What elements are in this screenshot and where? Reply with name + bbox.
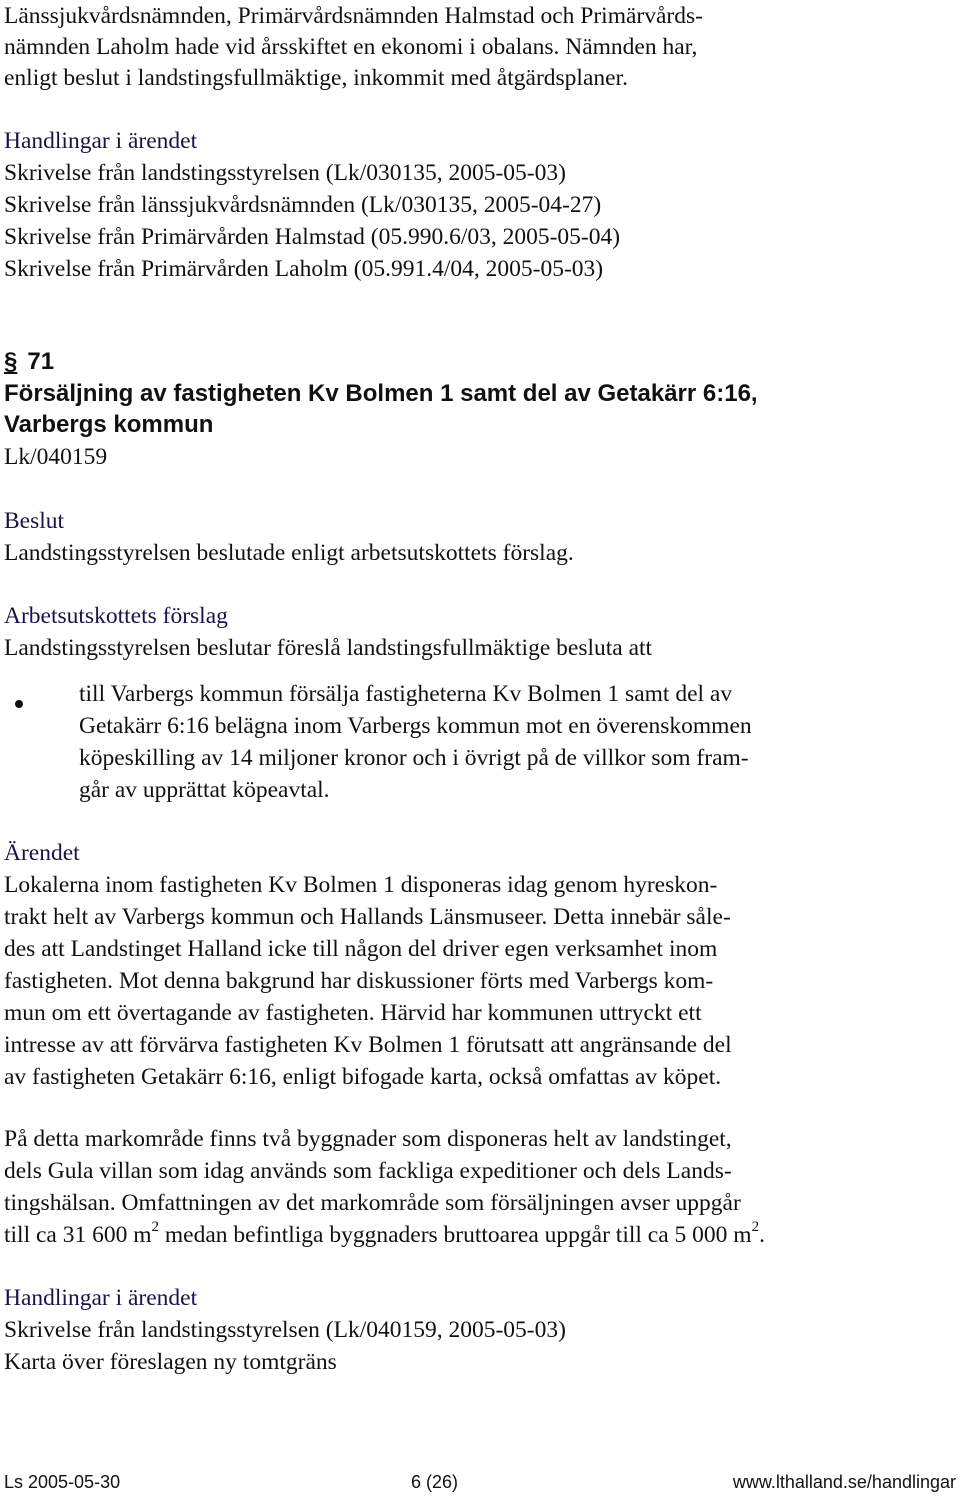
matter-line: Lokalerna inom fastigheten Kv Bolmen 1 disponeras idag genom hyreskon- [4, 872, 718, 898]
section-title: Varbergs kommun [4, 411, 214, 438]
bullet-icon [15, 700, 23, 708]
matter-line: På detta markområde finns två byggnader som disponeras helt av landstinget, [4, 1126, 732, 1152]
matter-line: des att Landstinget Halland icke till någon del driver egen verksamhet inom [4, 936, 718, 962]
proposal-text: Landstingsstyrelsen beslutar föreslå landstingsfullmäktige besluta att [4, 635, 653, 661]
intro-line: enligt beslut i landstingsfullmäktige, inkommit med åtgärdsplaner. [4, 65, 628, 91]
area-text: till ca 31 600 m [4, 1222, 152, 1248]
document-item: Karta över föreslagen ny tomtgräns [4, 1349, 337, 1375]
section-title: Försäljning av fastigheten Kv Bolmen 1 samt del av Getakärr 6:16, [4, 380, 758, 407]
matter-line: trakt helt av Varbergs kommun och Hallands Länsmuseer. Detta innebär såle- [4, 904, 731, 930]
decision-text: Landstingsstyrelsen beslutade enligt arbetsutskottets förslag. [4, 540, 574, 566]
matter-line: mun om ett övertagande av fastigheten. Härvid har kommunen uttryckt ett [4, 1000, 702, 1026]
area-text: medan befintliga byggnaders bruttoarea uppgår till ca 5 000 m [159, 1222, 752, 1248]
superscript: 2 [151, 1219, 160, 1236]
document-item: Skrivelse från landstingsstyrelsen (Lk/040159, 2005-05-03) [4, 1317, 566, 1343]
matter-line: tingshälsan. Omfattningen av det markområde som försäljningen avser uppgår [4, 1190, 741, 1216]
document-item: Skrivelse från länssjukvårdsnämnden (Lk/030135, 2005-04-27) [4, 192, 602, 218]
paragraph-symbol: § [4, 348, 18, 375]
area-text: . [759, 1222, 765, 1248]
decision-heading: Beslut [4, 508, 65, 534]
intro-line: nämnden Laholm hade vid årsskiftet en ekonomi i obalans. Nämnden har, [4, 34, 698, 60]
matter-line-area [4, 1219, 765, 1251]
footer-link[interactable]: www.lthalland.se/handlingar [732, 1472, 956, 1492]
matter-line: dels Gula villan som idag används som fackliga expeditioner och dels Lands- [4, 1158, 732, 1184]
intro-line: Länssjukvårdsnämnden, Primärvårdsnämnden Halmstad och Primärvårds- [4, 3, 703, 29]
proposal-heading: Arbetsutskottets förslag [4, 603, 228, 629]
documents-heading: Handlingar i ärendet [4, 1285, 198, 1311]
footer-date: Ls 2005-05-30 [4, 1472, 121, 1492]
superscript: 2 [751, 1219, 760, 1236]
bullet-line: köpeskilling av 14 miljoner kronor och i övrigt på de villkor som fram- [79, 745, 749, 771]
document-item: Skrivelse från Primärvården Laholm (05.991.4/04, 2005-05-03) [4, 256, 604, 282]
matter-heading: Ärendet [4, 840, 80, 866]
bullet-line: till Varbergs kommun försälja fastigheterna Kv Bolmen 1 samt del av [79, 681, 733, 707]
matter-line: av fastigheten Getakärr 6:16, enligt bifogade karta, också omfattas av köpet. [4, 1064, 722, 1090]
section-number [4, 346, 54, 378]
case-reference: Lk/040159 [4, 444, 108, 470]
matter-line: fastigheten. Mot denna bakgrund har diskussioner förts med Varbergs kom- [4, 968, 714, 994]
footer-page-number: 6 (26) [411, 1472, 459, 1492]
documents-heading: Handlingar i ärendet [4, 128, 198, 154]
document-item: Skrivelse från Primärvården Halmstad (05.990.6/03, 2005-05-04) [4, 224, 621, 250]
matter-line: intresse av att förvärva fastigheten Kv Bolmen 1 förutsatt att angränsande del [4, 1032, 732, 1058]
bullet-line: Getakärr 6:16 belägna inom Varbergs kommun mot en överenskommen [79, 713, 752, 739]
section-number-value: 71 [27, 348, 55, 375]
bullet-line: går av upprättat köpeavtal. [79, 777, 330, 803]
document-item: Skrivelse från landstingsstyrelsen (Lk/030135, 2005-05-03) [4, 160, 566, 186]
